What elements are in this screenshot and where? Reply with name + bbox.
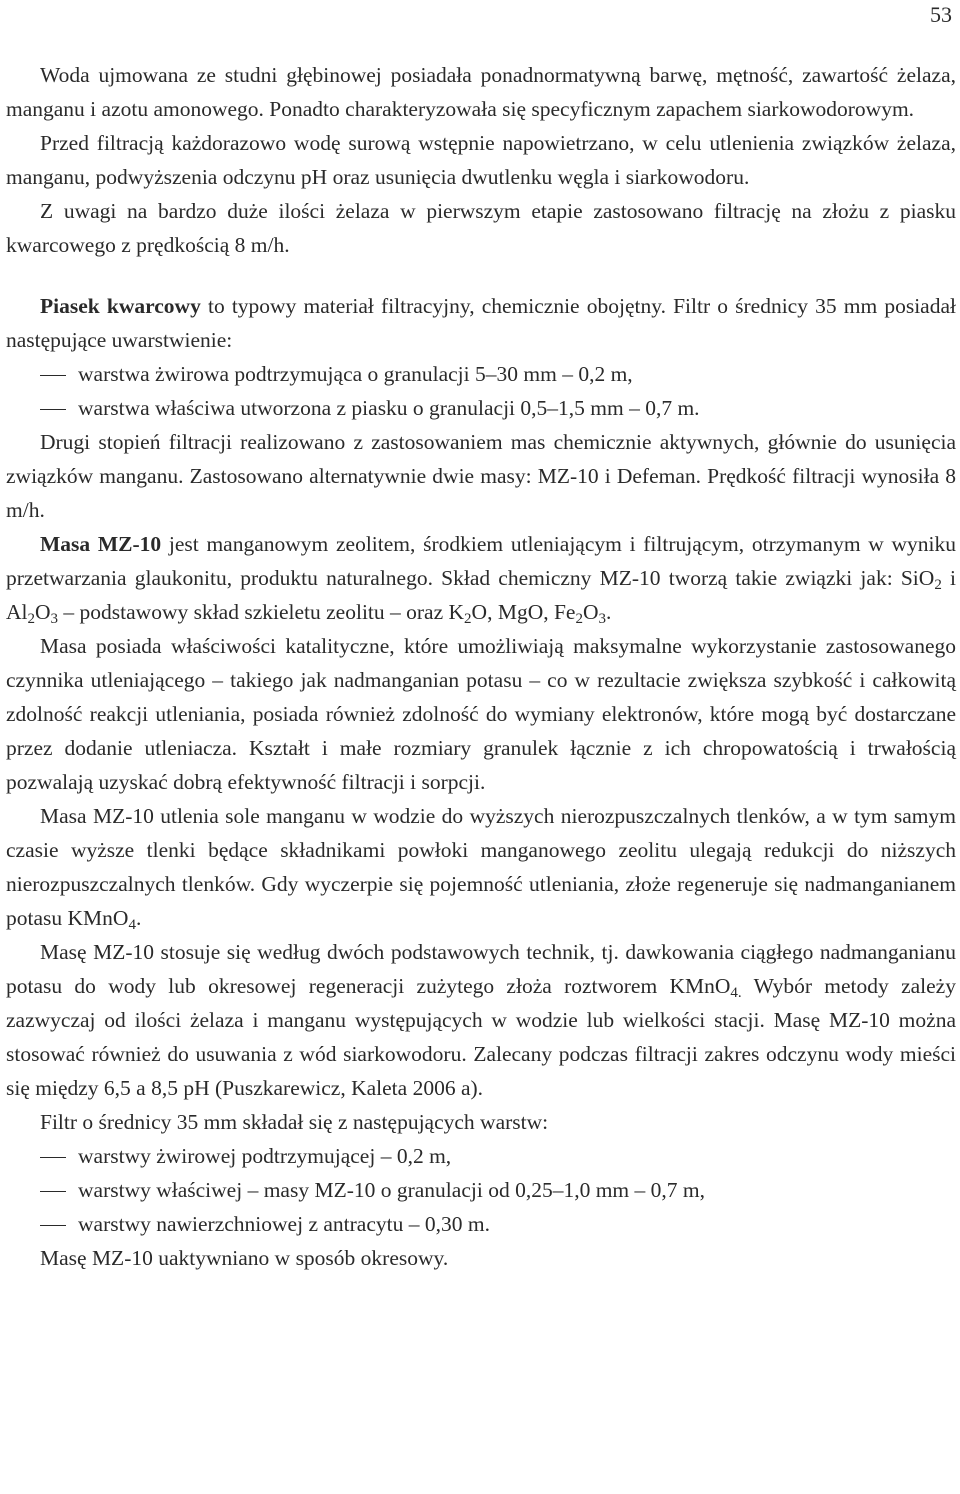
list-item-text: warstwy właściwej – masy MZ-10 o granulacji od 0,25–1,0 mm – 0,7 m, — [78, 1178, 705, 1202]
paragraph-activation: Masę MZ-10 uaktywniano w sposób okresowy. — [40, 1246, 449, 1270]
list-item — [6, 1173, 956, 1207]
term-mz10: Masa MZ-10 — [40, 532, 162, 556]
paragraph-second-stage: Drugi stopień filtracji realizowano z zastosowaniem mas chemicznie aktywnych, głównie do usunięcia związków manganu. Zastosowano alternatywnie dwie masy: MZ-10 i Defeman. Prędkość filtracji wynosiła 8 m/h. — [6, 430, 956, 522]
paragraph-catalytic-properties: Masa posiada właściwości katalityczne, które umożliwiają maksymalne wykorzystanie zastosowanego czynnika utleniającego – takiego jak nadmanganian potasu – co w rezultacie zwiększa szybkość i całkowitą zdolność reakcji utleniania, posiada również zdolność do wymiany elektronów, które mogą być dostarczane przez dodanie utleniacza. Kształt i małe rozmiary granulek łącznie z ich chropowatością i trwałością pozwalają uzyskać dobrą efektywność filtracji i sorpcji. — [6, 634, 956, 794]
paragraph-mz10-composition: Masa MZ-10 jest manganowym zeolitem, środkiem utleniającym i filtrującym, otrzymanym w wyniku przetwarzania glaukonitu, produktu naturalnego. Skład chemiczny MZ-10 tworzą takie związki jak: SiO$_2$ i $Al_2O_3$ – podstawowy skład szkieletu zeolitu – oraz $K_2O$, MgO, $Fe_2O_3$. — [6, 532, 956, 627]
paragraph-filter-layers: Filtr o średnicy 35 mm składał się z następujących warstw: — [40, 1110, 549, 1134]
dash-bullet — [40, 1225, 66, 1226]
dash-bullet — [40, 409, 66, 410]
list-item — [6, 357, 956, 391]
paragraph-water-quality: Woda ujmowana ze studni głębinowej posiadała ponadnormatywną barwę, mętność, zawartość żelaza, manganu i azotu amonowego. Ponadto charakteryzowała się specyficznym zapachem siarkowodorowym. — [6, 63, 956, 121]
paragraph-mz10-techniques: Masę MZ-10 stosuje się według dwóch podstawowych technik, tj. dawkowania ciągłego nadmanganianu potasu do wody lub okresowej regeneracji zużytego złoża roztworem KMnO$_{4.}$ Wybór metody zależy zazwyczaj od ilości żelaza i manganu występujących w wodzie lub wielkości stacji. Masę MZ-10 można stosować również do usuwania z wód siarkowodoru. Zalecany podczas filtracji zakres odczynu wody mieści się między 6,5 a 8,5 pH (Puszkarewicz, Kaleta 2006 a). — [6, 940, 956, 1100]
page-number: 53 — [930, 2, 952, 27]
dash-bullet — [40, 1191, 66, 1192]
paragraph-manganese-oxidation: Masa MZ-10 utlenia sole manganu w wodzie do wyższych nierozpuszczalnych tlenków, a w tym samym czasie wyższe tlenki będące składnikami powłoki manganowego zeolitu ulegają redukcji do niższych nierozpuszczalnych tlenków. Gdy wyczerpie się pojemność utleniania, złoże regeneruje się nadmanganianem potasu KMnO$_4$. — [6, 804, 956, 933]
list-item-text: warstwa właściwa utworzona z piasku o granulacji 0,5–1,5 mm – 0,7 m. — [78, 396, 700, 420]
dash-bullet — [40, 375, 66, 376]
list-item — [6, 391, 956, 425]
list-item — [6, 1139, 956, 1173]
list-item-text: warstwa żwirowa podtrzymująca o granulacji 5–30 mm – 0,2 m, — [78, 362, 633, 386]
paragraph-quartz-sand — [6, 289, 956, 357]
paragraph-sand-filtration: Z uwagi na bardzo duże ilości żelaza w pierwszym etapie zastosowano filtrację na złożu z piasku kwarcowego z prędkością 8 m/h. — [6, 199, 956, 257]
term-quartz-sand: Piasek kwarcowy — [40, 294, 201, 318]
list-item-text: warstwy nawierzchniowej z antracytu – 0,30 m. — [78, 1212, 490, 1236]
dash-bullet — [40, 1157, 66, 1158]
paragraph-aeration: Przed filtracją każdorazowo wodę surową wstępnie napowietrzano, w celu utlenienia związków żelaza, manganu, podwyższenia odczynu pH oraz usunięcia dwutlenku węgla i siarkowodoru. — [6, 131, 956, 189]
list-item — [6, 1207, 956, 1241]
list-item-text: warstwy żwirowej podtrzymującej – 0,2 m, — [78, 1144, 452, 1168]
quartz-sand-description: to typowy materiał filtracyjny, chemicznie obojętny. Filtr o średnicy 35 mm posiadał następujące uwarstwienie: — [6, 294, 956, 352]
document-body — [6, 58, 956, 1275]
